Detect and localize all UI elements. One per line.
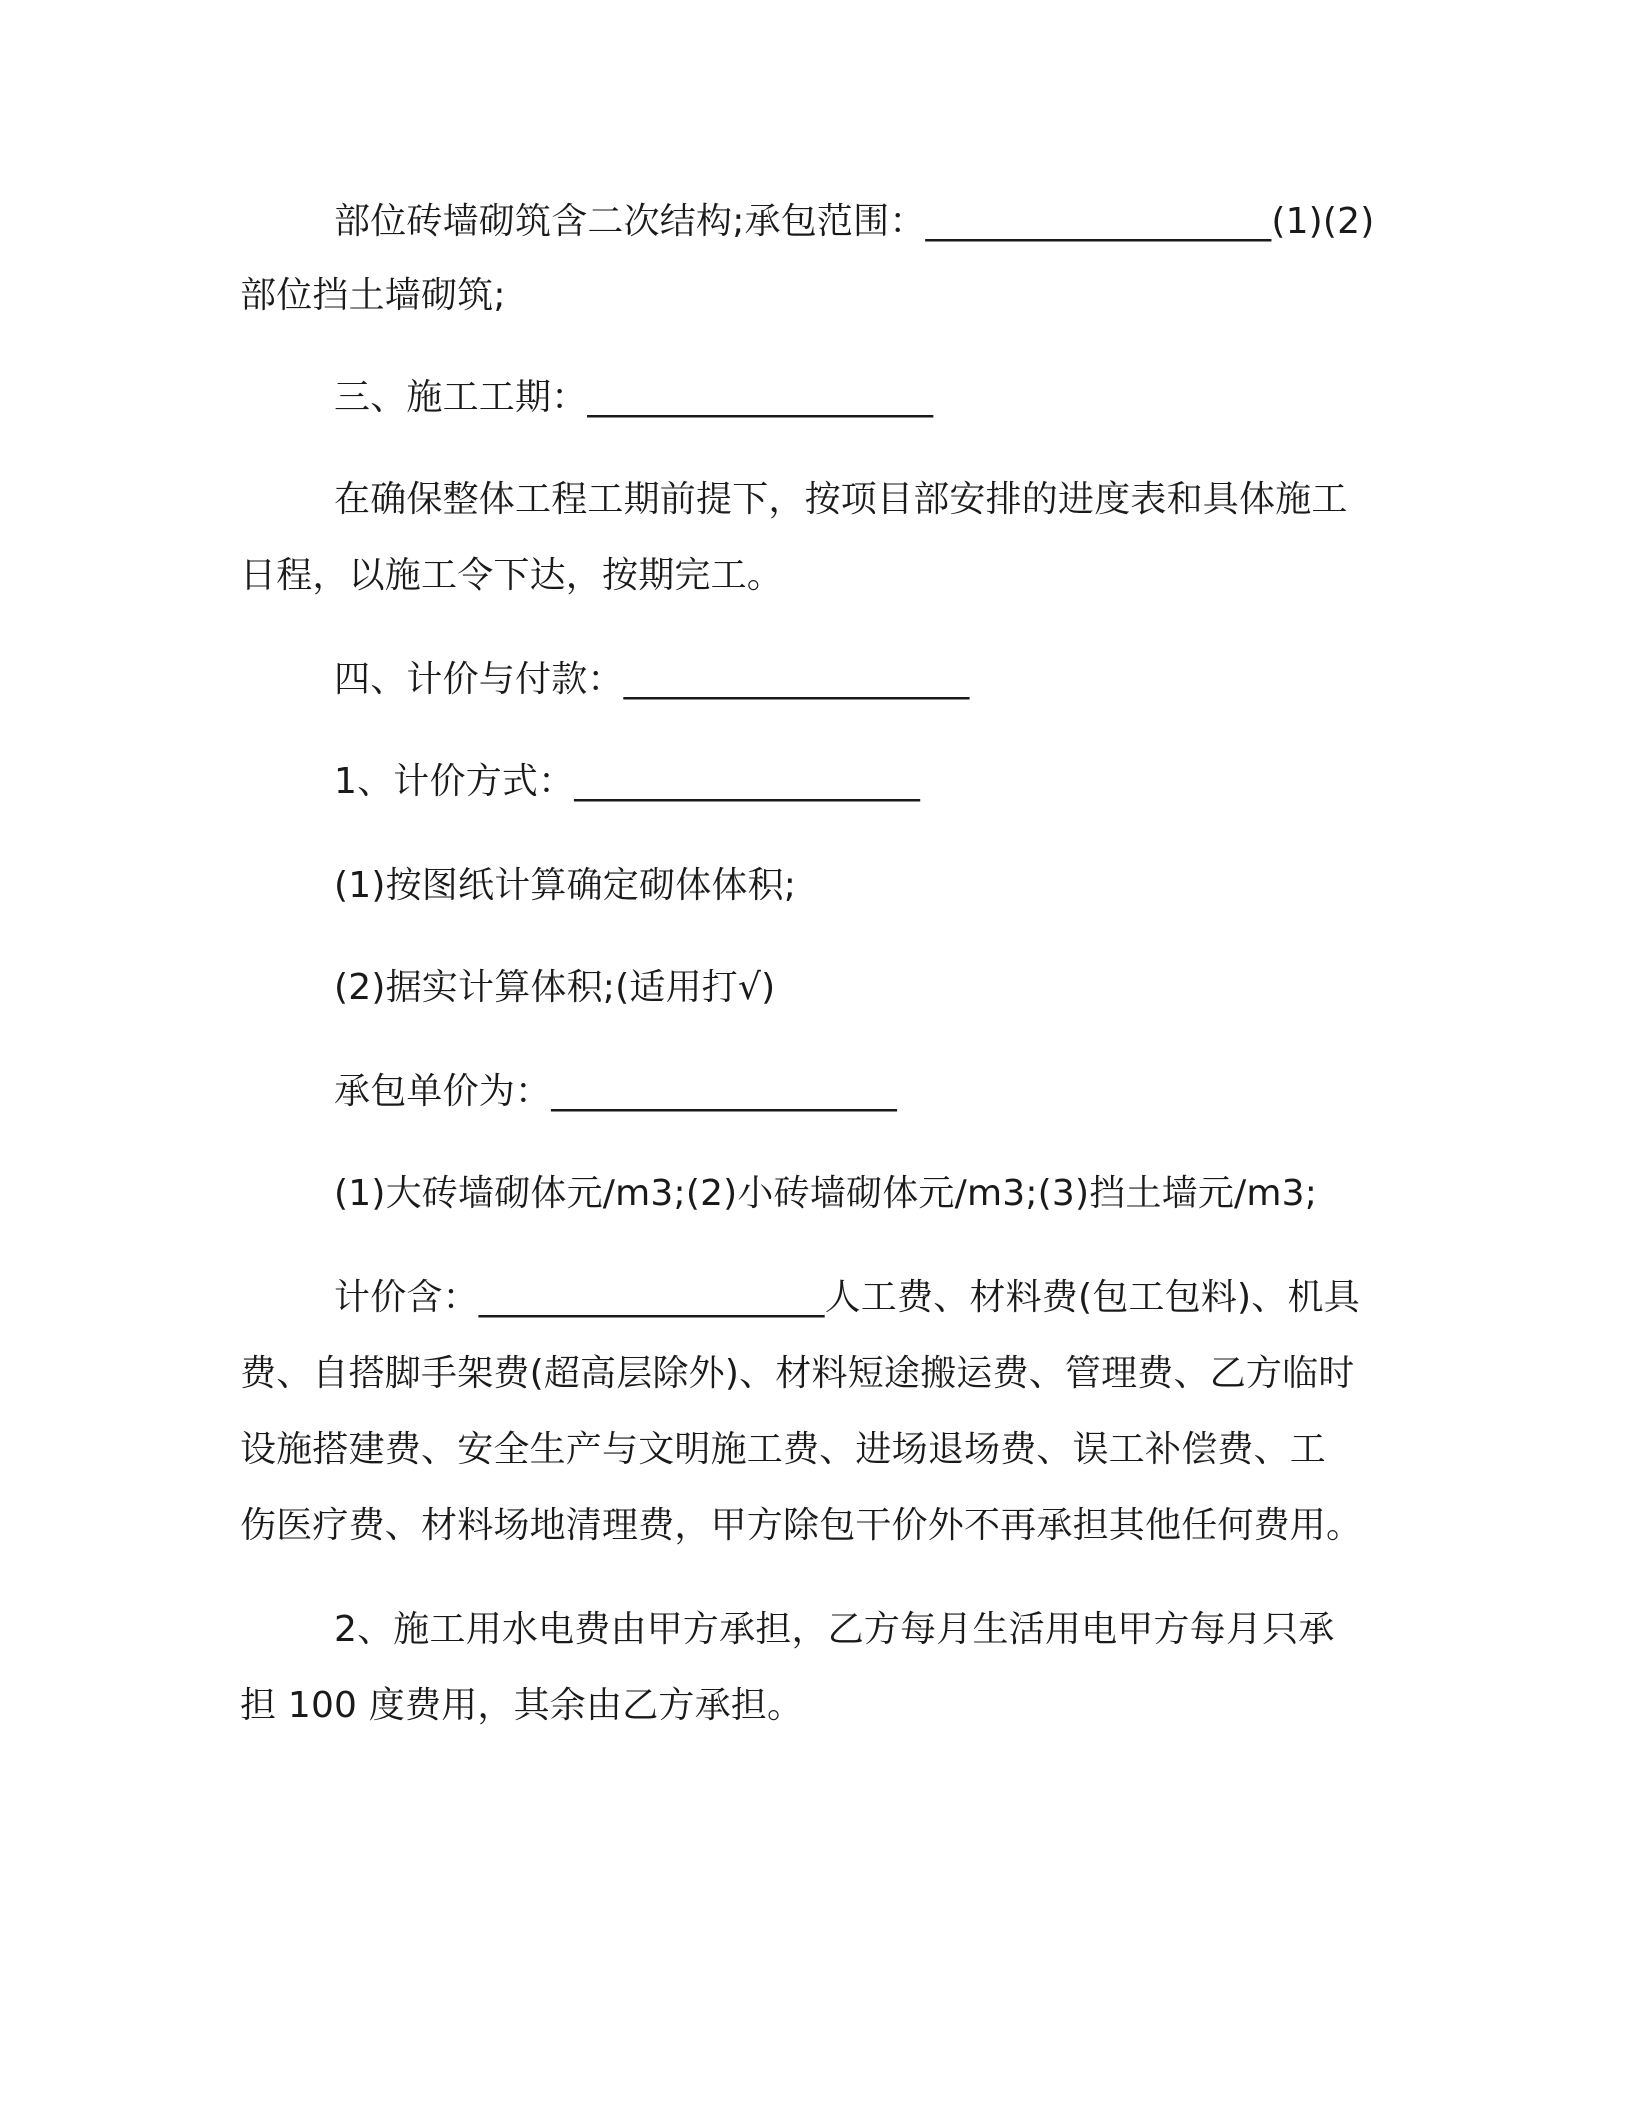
text-line: 部位挡土墙砌筑; (240, 275, 506, 316)
text-line: 日程，以施工令下达，按期完工。 (240, 555, 784, 596)
text-line: 担 100 度费用，其余由乙方承担。 (240, 1685, 804, 1726)
text-line: (1)按图纸计算确定砌体体积; (334, 865, 797, 906)
text-line: (1)大砖墙砌体元/m3;(2)小砖墙砌体元/m3;(3)挡土墙元/m3; (334, 1173, 1318, 1214)
text-line: 承包单价为：___________________ (334, 1071, 897, 1112)
text-line: 部位砖墙砌筑含二次结构;承包范围：___________________(1)(2) (334, 201, 1375, 242)
text-line: 计价含：___________________人工费、材料费(包工包料)、机具 (334, 1277, 1360, 1318)
text-line: 2、施工用水电费由甲方承担，乙方每月生活用电甲方每月只承 (334, 1609, 1335, 1650)
text-line: (2)据实计算体积;(适用打√) (334, 967, 776, 1008)
text-line: 设施搭建费、安全生产与文明施工费、进场退场费、误工补偿费、工 (240, 1429, 1327, 1470)
section-heading: 三、施工工期：___________________ (334, 377, 934, 418)
text-line: 费、自搭脚手架费(超高层除外)、材料短途搬运费、管理费、乙方临时 (240, 1353, 1355, 1394)
text-line: 1、计价方式：___________________ (334, 761, 921, 802)
text-line: 伤医疗费、材料场地清理费，甲方除包干价外不再承担其他任何费用。 (240, 1505, 1363, 1546)
section-heading: 四、计价与付款：___________________ (334, 659, 970, 700)
text-line: 在确保整体工程工期前提下，按项目部安排的进度表和具体施工 (334, 479, 1348, 520)
